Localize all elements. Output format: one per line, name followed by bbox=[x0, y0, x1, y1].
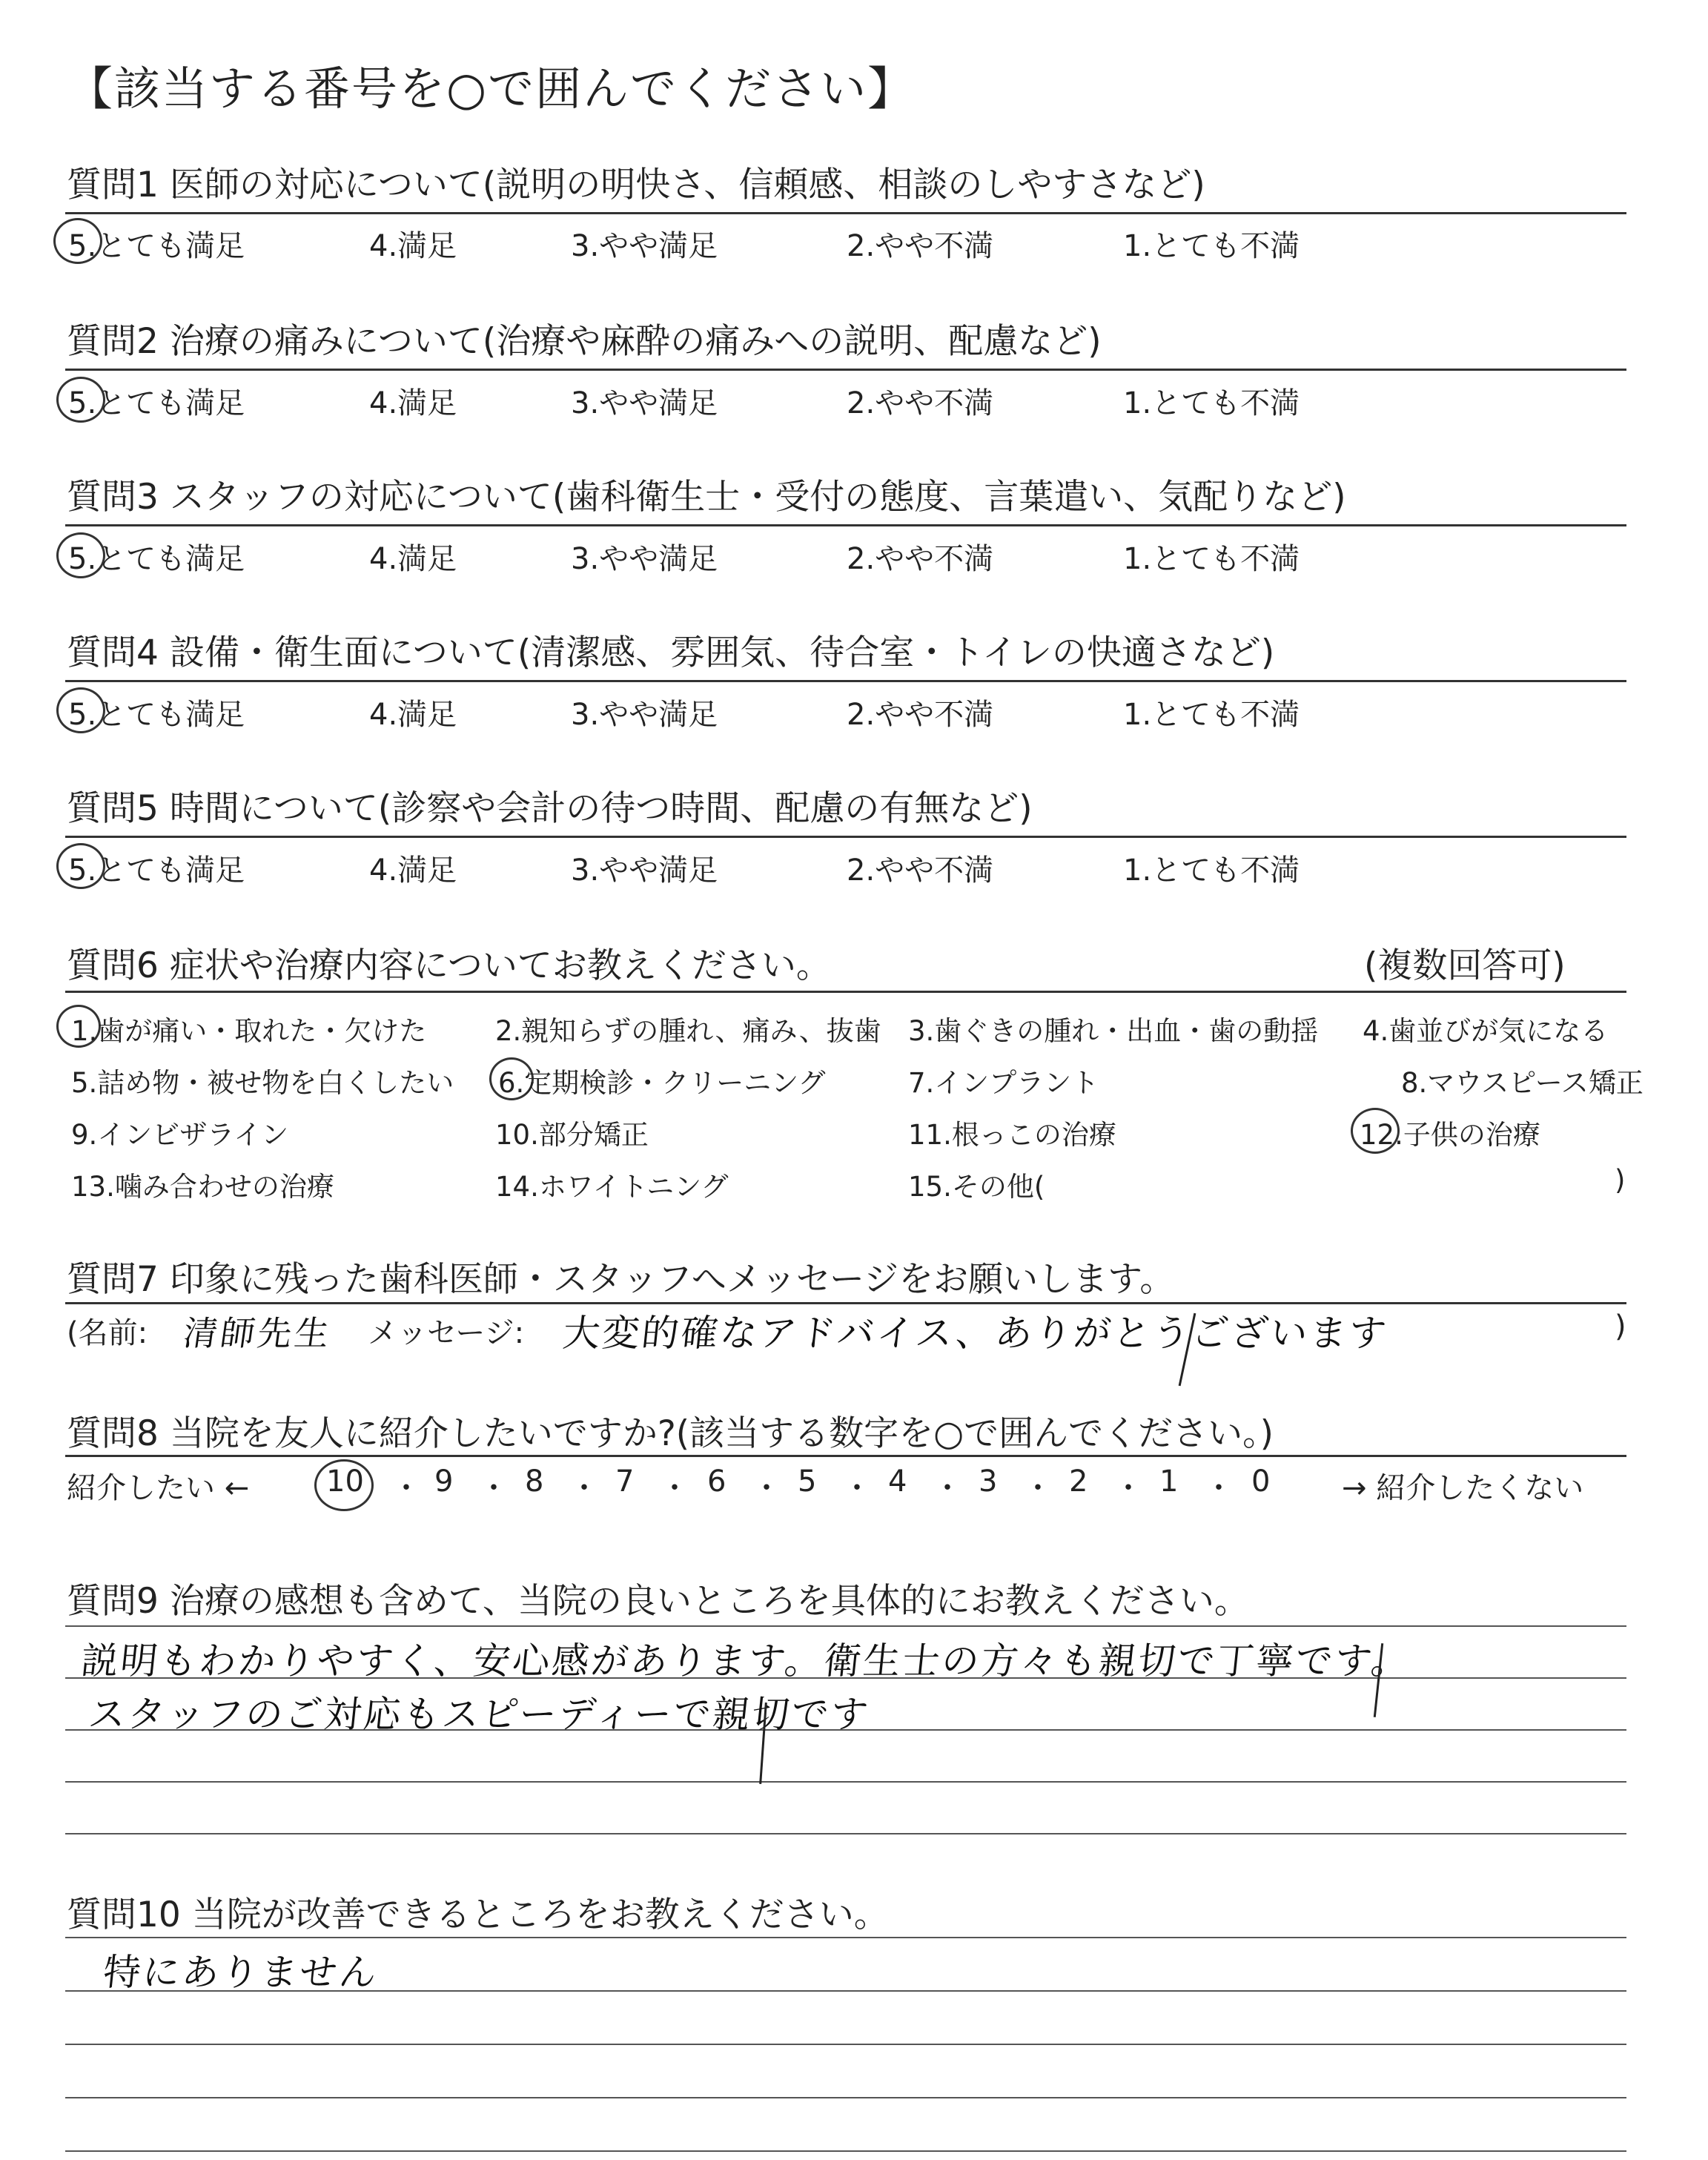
option-2[interactable]: 2.やや不満 bbox=[847, 386, 994, 420]
multiple-answer-note: (複数回答可) bbox=[1364, 945, 1566, 986]
scale-left-label: 紹介したい ← bbox=[67, 1471, 250, 1505]
scale-dot: ・ bbox=[1113, 1471, 1143, 1505]
q6-option-14[interactable]: 14.ホワイトニング bbox=[495, 1171, 729, 1203]
option-3[interactable]: 3.やや満足 bbox=[571, 386, 718, 420]
q6-option-15-close: ) bbox=[1615, 1164, 1626, 1196]
q6-option-3[interactable]: 3.歯ぐきの腫れ・出血・歯の動揺 bbox=[908, 1015, 1319, 1047]
question-label: 質問2 治療の痛みについて(治療や麻酔の痛みへの説明、配慮など) bbox=[67, 321, 1102, 362]
option-4[interactable]: 4.満足 bbox=[369, 229, 457, 263]
option-1[interactable]: 1.とても不満 bbox=[1123, 853, 1300, 888]
recommend-scale bbox=[65, 1464, 1626, 1509]
page-title: 【該当する番号を○で囲んでください】 bbox=[67, 62, 916, 116]
scale-5[interactable]: 5 bbox=[798, 1464, 817, 1499]
scale-3[interactable]: 3 bbox=[979, 1464, 998, 1499]
scale-dot: ・ bbox=[933, 1471, 962, 1505]
q6-option-15[interactable]: 15.その他( bbox=[908, 1171, 1045, 1203]
scale-dot: ・ bbox=[752, 1471, 781, 1505]
q6-option-5[interactable]: 5.詰め物・被せ物を白くしたい bbox=[71, 1067, 454, 1099]
scale-6[interactable]: 6 bbox=[707, 1464, 726, 1499]
question-label: 質問9 治療の感想も含めて、当院の良いところを具体的にお教えください。 bbox=[67, 1581, 1249, 1622]
selection-circle bbox=[314, 1459, 374, 1511]
question-label: 質問4 設備・衛生面について(清潔感、雰囲気、待合室・トイレの快適さなど) bbox=[67, 633, 1275, 673]
scale-0[interactable]: 0 bbox=[1251, 1464, 1271, 1499]
name-prefix: (名前: bbox=[67, 1316, 148, 1350]
question-label: 質問7 印象に残った歯科医師・スタッフへメッセージをお願いします。 bbox=[67, 1259, 1175, 1300]
scale-dot: ・ bbox=[660, 1471, 689, 1505]
q6-option-8[interactable]: 8.マウスピース矯正 bbox=[1401, 1067, 1644, 1099]
option-3[interactable]: 3.やや満足 bbox=[571, 229, 718, 263]
option-2[interactable]: 2.やや不満 bbox=[847, 698, 994, 732]
answer-line-2[interactable]: スタッフのご対応もスピーディーで親切です bbox=[86, 1693, 873, 1736]
name-field[interactable]: 清師先生 bbox=[180, 1313, 335, 1353]
question-label: 質問5 時間について(診察や会計の待つ時間、配慮の有無など) bbox=[67, 788, 1033, 829]
option-1[interactable]: 1.とても不満 bbox=[1123, 698, 1300, 732]
question-label: 質問6 症状や治療内容についてお教えください。 bbox=[67, 945, 831, 986]
option-4[interactable]: 4.満足 bbox=[369, 542, 457, 576]
q6-option-1[interactable]: 1.歯が痛い・取れた・欠けた bbox=[71, 1015, 427, 1047]
option-2[interactable]: 2.やや不満 bbox=[847, 229, 994, 263]
scale-10[interactable]: 10 bbox=[326, 1464, 364, 1499]
q6-option-9[interactable]: 9.インビザライン bbox=[71, 1119, 289, 1151]
scale-dot: ・ bbox=[569, 1471, 599, 1505]
scale-2[interactable]: 2 bbox=[1069, 1464, 1088, 1499]
option-1[interactable]: 1.とても不満 bbox=[1123, 386, 1300, 420]
question-label: 質問1 医師の対応について(説明の明快さ、信頼感、相談のしやすさなど) bbox=[67, 165, 1205, 205]
q6-option-12[interactable]: 12.子供の治療 bbox=[1360, 1119, 1540, 1151]
answer-line-1[interactable]: 説明もわかりやすく、安心感があります。衛生士の方々も親切で丁寧です。 bbox=[79, 1639, 1413, 1682]
q6-option-10[interactable]: 10.部分矯正 bbox=[495, 1119, 649, 1151]
scale-7[interactable]: 7 bbox=[615, 1464, 635, 1499]
scale-4[interactable]: 4 bbox=[888, 1464, 907, 1499]
option-3[interactable]: 3.やや満足 bbox=[571, 698, 718, 732]
option-3[interactable]: 3.やや満足 bbox=[571, 853, 718, 888]
scale-dot: ・ bbox=[1023, 1471, 1053, 1505]
scale-dot: ・ bbox=[391, 1471, 421, 1505]
option-5[interactable]: 5.とても満足 bbox=[68, 542, 245, 576]
option-1[interactable]: 1.とても不満 bbox=[1123, 542, 1300, 576]
option-1[interactable]: 1.とても不満 bbox=[1123, 229, 1300, 263]
question-label: 質問8 当院を友人に紹介したいですか?(該当する数字を○で囲んでください。) bbox=[67, 1413, 1274, 1454]
message-field[interactable]: 大変的確なアドバイス、ありがとうございます bbox=[560, 1312, 1391, 1355]
question-label: 質問3 スタッフの対応について(歯科衛生士・受付の態度、言葉遣い、気配りなど) bbox=[67, 477, 1346, 518]
option-5[interactable]: 5.とても満足 bbox=[68, 698, 245, 732]
q6-option-6[interactable]: 6.定期検診・クリーニング bbox=[498, 1067, 826, 1099]
q6-option-2[interactable]: 2.親知らずの腫れ、痛み、抜歯 bbox=[495, 1015, 881, 1047]
option-5[interactable]: 5.とても満足 bbox=[68, 229, 245, 263]
message-prefix: メッセージ: bbox=[368, 1316, 525, 1350]
q6-option-13[interactable]: 13.噛み合わせの治療 bbox=[71, 1171, 334, 1203]
scale-9[interactable]: 9 bbox=[434, 1464, 454, 1499]
option-5[interactable]: 5.とても満足 bbox=[68, 853, 245, 888]
scale-1[interactable]: 1 bbox=[1159, 1464, 1179, 1499]
q6-option-7[interactable]: 7.インプラント bbox=[908, 1067, 1099, 1099]
option-4[interactable]: 4.満足 bbox=[369, 698, 457, 732]
option-4[interactable]: 4.満足 bbox=[369, 853, 457, 888]
option-3[interactable]: 3.やや満足 bbox=[571, 542, 718, 576]
option-2[interactable]: 2.やや不満 bbox=[847, 542, 994, 576]
scale-dot: ・ bbox=[1204, 1471, 1234, 1505]
option-4[interactable]: 4.満足 bbox=[369, 386, 457, 420]
option-2[interactable]: 2.やや不満 bbox=[847, 853, 994, 888]
scale-dot: ・ bbox=[842, 1471, 872, 1505]
scale-right-label: → 紹介したくない bbox=[1342, 1471, 1584, 1505]
scale-8[interactable]: 8 bbox=[525, 1464, 544, 1499]
close-paren: ) bbox=[1615, 1309, 1626, 1344]
q6-option-11[interactable]: 11.根っこの治療 bbox=[908, 1119, 1116, 1151]
answer-line-1[interactable]: 特にありません bbox=[101, 1951, 381, 1994]
scale-dot: ・ bbox=[479, 1471, 509, 1505]
q6-option-4[interactable]: 4.歯並びが気になる bbox=[1363, 1015, 1609, 1047]
question-label: 質問10 当院が改善できるところをお教えください。 bbox=[67, 1895, 889, 1935]
option-5[interactable]: 5.とても満足 bbox=[68, 386, 245, 420]
